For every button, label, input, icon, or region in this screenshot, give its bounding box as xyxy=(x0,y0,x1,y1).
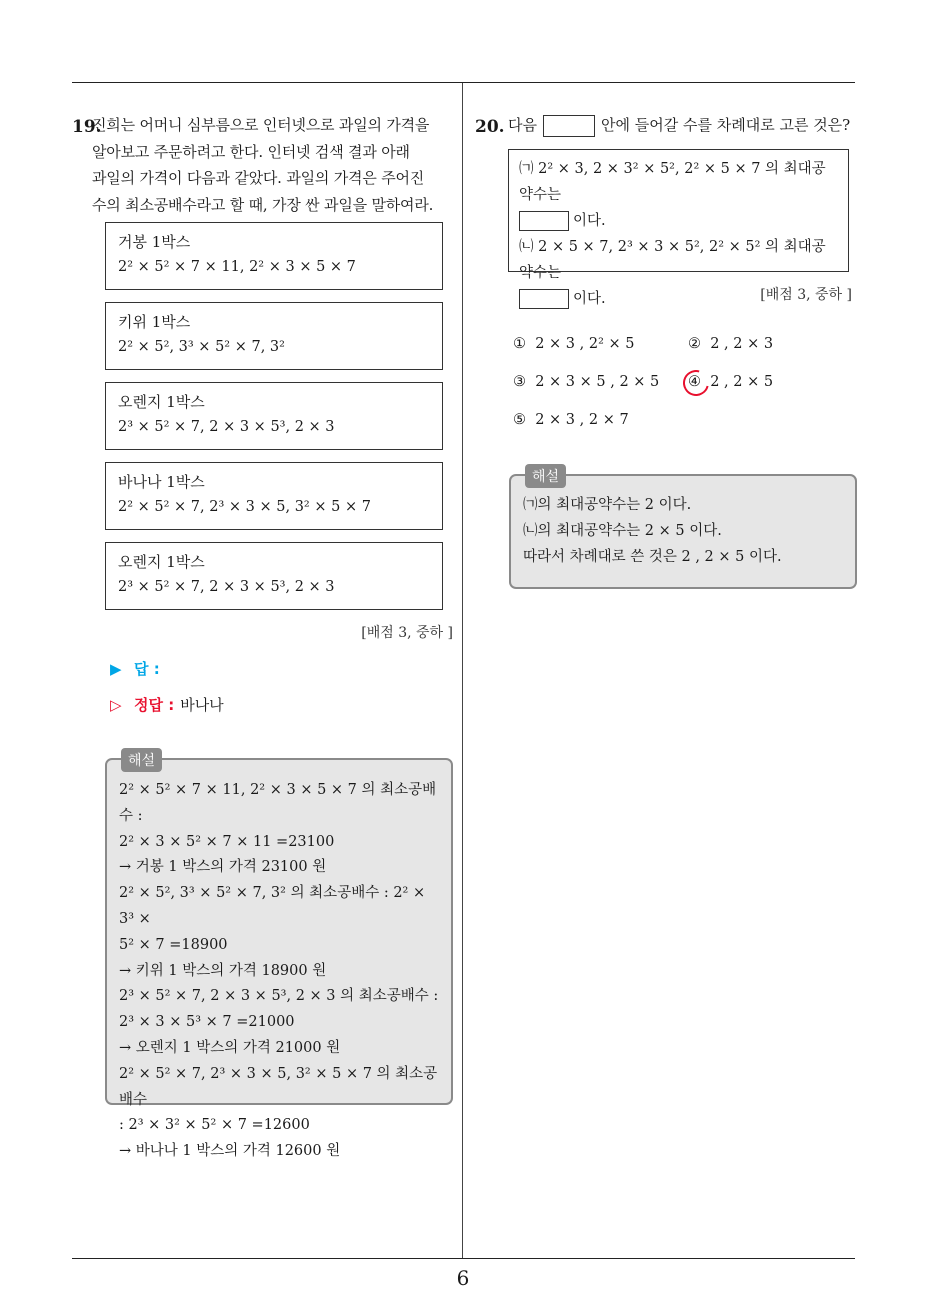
fruit-name: 오렌지 1박스 xyxy=(118,393,205,411)
score-label: [배점 3, 중하 ] xyxy=(760,287,852,303)
explanation-line: 2² × 5², 3³ × 5² × 7, 3² 의 최소공배수 : 2² × 3³ × xyxy=(119,885,426,927)
column-divider xyxy=(462,83,463,1258)
choice-mark: ⑤ xyxy=(513,412,526,428)
condition-a-end xyxy=(519,208,838,234)
fruit-expression: 2² × 5² × 7 × 11, 2² × 3 × 5 × 7 xyxy=(118,259,356,275)
fruit-name: 오렌지 1박스 xyxy=(118,553,205,571)
explanation-box xyxy=(105,753,453,1160)
fruit-box-grape xyxy=(105,222,443,290)
explanation-line: 2³ × 5² × 7, 2 × 3 × 5³, 2 × 3 의 최소공배수 : xyxy=(119,988,439,1005)
choice-1[interactable] xyxy=(513,336,635,352)
explanation-line: 따라서 차례대로 쓴 것은 2 , 2 × 5 이다. xyxy=(523,548,782,565)
explanation-line: → 바나나 1 박스의 가격 12600 원 xyxy=(119,1143,341,1160)
fruit-expression: 2² × 5², 3³ × 5² × 7, 3² xyxy=(118,339,285,355)
fruit-box-orange-2 xyxy=(105,542,443,610)
choice-text: 2 × 3 , 2² × 5 xyxy=(535,336,635,352)
explanation-line: 5² × 7 =18900 xyxy=(119,936,228,953)
answer-line xyxy=(110,658,160,679)
question-line: 과일의 가격이 다음과 같았다. 과일의 가격은 주어진 xyxy=(92,169,425,187)
answer-label: 답 : xyxy=(134,660,160,678)
correct-value: 바나나 xyxy=(180,696,224,714)
score-label: [배점 3, 중하 ] xyxy=(361,625,453,641)
explanation-lines xyxy=(511,476,855,580)
fruit-box-banana xyxy=(105,462,443,530)
question-text-before: 다음 xyxy=(508,116,537,134)
choice-text: 2 , 2 × 3 xyxy=(710,336,774,352)
page-number: 6 xyxy=(456,1266,470,1290)
choice-5[interactable] xyxy=(513,412,629,428)
explanation-line: 2² × 5² × 7 × 11, 2² × 3 × 5 × 7 의 최소공배수 : xyxy=(119,782,437,824)
selected-choice-mark xyxy=(688,374,701,390)
question-text-after: 안에 들어갈 수를 차례대로 고른 것은? xyxy=(600,116,851,134)
question-20 xyxy=(475,112,860,565)
fruit-expression: 2³ × 5² × 7, 2 × 3 × 5³, 2 × 3 xyxy=(118,579,335,595)
question-text xyxy=(508,112,860,138)
explanation-tag: 해설 xyxy=(525,464,566,488)
choice-text: 2 × 3 × 5 , 2 × 5 xyxy=(535,374,660,390)
question-number: 19. xyxy=(72,117,102,137)
choice-text: 2 , 2 × 5 xyxy=(710,374,774,390)
explanation-lines xyxy=(107,760,451,1175)
explanation-line: : 2³ × 3² × 5² × 7 =12600 xyxy=(119,1117,310,1134)
fruit-expression: 2³ × 5² × 7, 2 × 3 × 5³, 2 × 3 xyxy=(118,419,335,435)
fruit-box-orange xyxy=(105,382,443,450)
fruit-name: 바나나 1박스 xyxy=(118,473,205,491)
question-line: 수의 최소공배수라고 할 때, 가장 싼 과일을 말하여라. xyxy=(92,195,434,214)
choice-mark: ③ xyxy=(513,374,526,390)
fruit-expression: 2² × 5² × 7, 2³ × 3 × 5, 3² × 5 × 7 xyxy=(118,499,371,515)
top-rule xyxy=(72,82,855,83)
question-text xyxy=(92,112,456,218)
choice-mark: ② xyxy=(688,336,701,352)
condition-b-end-text: 이다. xyxy=(573,291,606,307)
explanation-line: 2³ × 3 × 5³ × 7 =21000 xyxy=(119,1014,295,1031)
explanation-line: ㈀의 최대공약수는 2 이다. xyxy=(523,497,692,513)
blank-box xyxy=(543,115,595,137)
choice-text: 2 × 3 , 2 × 7 xyxy=(535,412,629,428)
choice-mark: ④ xyxy=(688,374,701,390)
answer-marker-icon: ▶ xyxy=(110,660,122,678)
explanation-line: 2² × 3 × 5² × 7 × 11 =23100 xyxy=(119,833,335,850)
question-number: 20. xyxy=(475,117,505,137)
explanation-line: ㈁의 최대공약수는 2 × 5 이다. xyxy=(523,522,722,539)
explanation-line: 2² × 5² × 7, 2³ × 3 × 5, 3² × 5 × 7 의 최소공배수 xyxy=(119,1065,438,1108)
fruit-name: 키위 1박스 xyxy=(118,313,191,331)
choice-2[interactable] xyxy=(688,336,773,352)
condition-b: ㈁ 2 × 5 × 7, 2³ × 3 × 5², 2² × 5² 의 최대공약수는 xyxy=(519,239,826,281)
explanation-box xyxy=(509,469,857,589)
correct-marker-icon: ▷ xyxy=(110,696,122,714)
blank-box xyxy=(519,289,569,309)
blank-box xyxy=(519,211,569,231)
bottom-rule xyxy=(72,1258,855,1259)
explanation-line: → 오렌지 1 박스의 가격 21000 원 xyxy=(119,1039,341,1056)
question-19 xyxy=(72,112,456,1160)
selected-circle-icon xyxy=(678,365,714,401)
fruit-name: 거봉 1박스 xyxy=(118,233,191,251)
condition-a: ㈀ 2² × 3, 2 × 3² × 5², 2² × 5 × 7 의 최대공약수는 xyxy=(519,161,826,203)
fruit-box-kiwi xyxy=(105,302,443,370)
correct-label: 정답 : xyxy=(134,696,175,714)
explanation-tag: 해설 xyxy=(121,748,162,772)
choice-3[interactable] xyxy=(513,374,659,390)
choice-mark: ① xyxy=(513,336,526,352)
question-line: 진희는 어머니 심부름으로 인터넷으로 과일의 가격을 xyxy=(92,116,430,134)
choice-4[interactable] xyxy=(688,374,773,390)
explanation-line: → 키위 1 박스의 가격 18900 원 xyxy=(119,962,327,979)
correct-answer-line xyxy=(110,694,224,715)
condition-a-end-text: 이다. xyxy=(573,213,606,229)
explanation-line: → 거봉 1 박스의 가격 23100 원 xyxy=(119,859,327,876)
question-line: 알아보고 주문하려고 한다. 인터넷 검색 결과 아래 xyxy=(92,142,410,161)
